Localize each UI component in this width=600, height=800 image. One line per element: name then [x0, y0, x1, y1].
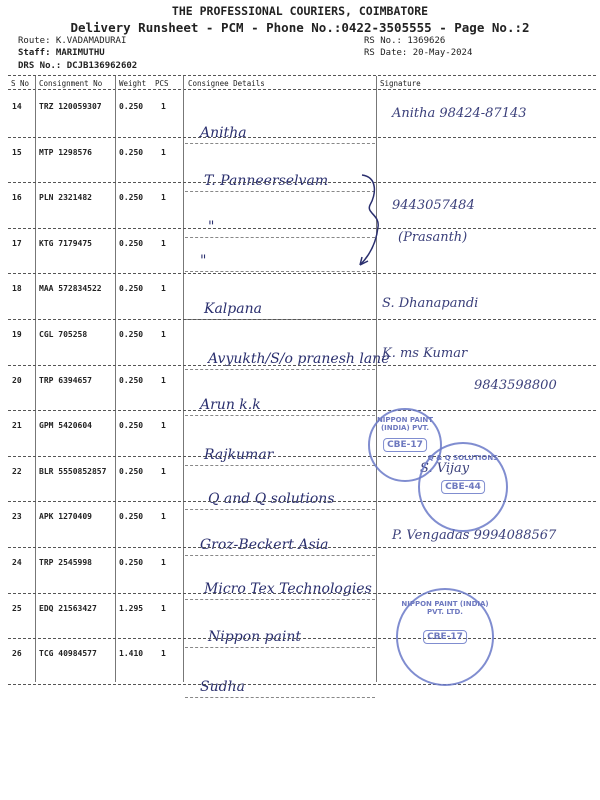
row-separator: [8, 319, 596, 320]
row-separator: [8, 228, 596, 229]
row-separator: [8, 456, 596, 457]
weight-value: 0.250: [119, 330, 144, 339]
consignment-number: GPM 5420604: [39, 421, 92, 431]
consignee-line: [185, 555, 375, 556]
consignee-line: [185, 697, 375, 698]
consignment-number: BLR 5550852857: [39, 466, 107, 476]
recipient-signature: (Prasanth): [398, 230, 468, 245]
consignee-name: Rajkumar: [204, 447, 274, 463]
consignment-number: EDQ 21563427: [39, 603, 97, 613]
row-separator: [8, 410, 596, 411]
consignee-name: ": [208, 219, 215, 235]
recipient-signature: P. Vengadas 9994088567: [392, 528, 557, 543]
recipient-signature: 9843598800: [474, 378, 557, 393]
header-bottom-rule: [8, 89, 596, 90]
rs-date: RS Date: 20-May-2024: [364, 48, 473, 58]
consignee-name: ": [200, 253, 207, 269]
col-divider: [183, 76, 184, 682]
recipient-signature: S. Dhanapandi: [382, 296, 479, 311]
consignee-name: Micro Tex Technologies: [204, 581, 372, 597]
serial-number: 16: [12, 193, 22, 203]
consignment-number: TCG 40984577: [39, 649, 97, 659]
weight-value: 0.250: [119, 512, 144, 522]
serial-number: 19: [12, 330, 22, 339]
pieces-count: 1: [161, 102, 166, 111]
col-divider: [35, 76, 36, 682]
consignment-number: KTG 7179475: [39, 238, 92, 248]
consignment-number: CGL 705258: [39, 330, 88, 339]
pieces-count: 1: [161, 147, 166, 157]
staff: Staff: MARIMUTHU: [18, 48, 105, 58]
recipient-signature: S. Vijay: [420, 461, 470, 476]
consignee-name: Anitha: [200, 125, 247, 141]
serial-number: 21: [12, 421, 22, 431]
weight-value: 0.250: [119, 284, 144, 294]
bracket-scribble: [340, 165, 400, 285]
serial-number: 23: [12, 512, 22, 522]
weight-value: 0.250: [119, 147, 144, 157]
consignee-line: [185, 599, 375, 600]
consignee-name: Avyukth/S/o pranesh lane: [208, 351, 390, 367]
stamp-centre-text: CBE-17: [383, 438, 427, 452]
company-stamp: [418, 442, 508, 532]
drs-number: DRS No.: DCJB136962602: [18, 61, 138, 71]
consignee-line: [185, 415, 375, 416]
consignee-line: [185, 509, 375, 510]
weight-value: 0.250: [119, 238, 144, 248]
pieces-count: 1: [161, 330, 166, 339]
recipient-signature: K. ms Kumar: [382, 346, 468, 361]
row-separator: [8, 684, 596, 685]
pieces-count: 1: [161, 421, 166, 431]
pieces-count: 1: [161, 512, 166, 522]
serial-number: 20: [12, 375, 22, 385]
row-separator: [8, 273, 596, 274]
consignment-number: APK 1270409: [39, 512, 92, 522]
consignee-line: [185, 143, 375, 144]
pieces-count: 1: [161, 466, 166, 476]
consignee-line: [185, 647, 375, 648]
consignment-number: TRP 2545998: [39, 558, 92, 567]
row-separator: [8, 593, 596, 594]
company-stamp: [396, 588, 494, 686]
recipient-signature: 9443057484: [392, 198, 475, 213]
weight-value: 0.250: [119, 102, 144, 111]
pieces-count: 1: [161, 603, 166, 613]
header-consignment: Consignment No: [39, 79, 103, 88]
weight-value: 0.250: [119, 421, 144, 431]
header-consignee: Consignee Details: [188, 79, 265, 88]
header-signature: Signature: [380, 79, 421, 88]
stamp-centre-text: CBE-17: [423, 630, 467, 644]
runsheet-title: Delivery Runsheet - PCM - Phone No.:0422-3505555 - Page No.:2: [70, 20, 530, 35]
consignment-number: MTP 1298576: [39, 147, 92, 157]
stamp-ring-text: NIPPON PAINT (INDIA) PVT.: [376, 416, 434, 432]
consignee-name: Groz-Beckert Asia: [200, 537, 329, 553]
pieces-count: 1: [161, 193, 166, 203]
stamp-centre-text: CBE-44: [441, 480, 485, 494]
serial-number: 14: [12, 102, 22, 111]
consignee-name: Kalpana: [204, 301, 262, 317]
header-weight: Weight: [119, 79, 147, 88]
pieces-count: 1: [161, 649, 166, 659]
table-top-rule: [8, 75, 596, 76]
consignment-number: PLN 2321482: [39, 193, 92, 203]
recipient-signature: Anitha 98424-87143: [392, 106, 527, 121]
pieces-count: 1: [161, 238, 166, 248]
serial-number: 18: [12, 284, 22, 294]
serial-number: 15: [12, 147, 22, 157]
consignment-number: TRP 6394657: [39, 375, 92, 385]
serial-number: 24: [12, 558, 22, 567]
weight-value: 0.250: [119, 558, 144, 567]
row-separator: [8, 501, 596, 502]
pieces-count: 1: [161, 375, 166, 385]
consignee-name: Nippon paint: [208, 629, 301, 645]
weight-value: 1.295: [119, 603, 144, 613]
consignee-line: [185, 465, 375, 466]
weight-value: 0.250: [119, 375, 144, 385]
stamp-ring-text: NIPPON PAINT (INDIA) PVT. LTD.: [401, 600, 489, 616]
serial-number: 22: [12, 466, 22, 476]
rs-number: RS No.: 1369626: [364, 36, 446, 46]
consignee-name: Q and Q solutions: [208, 491, 335, 507]
serial-number: 17: [12, 238, 22, 248]
row-separator: [8, 137, 596, 138]
consignee-name: T. Panneerselvam: [204, 173, 329, 189]
company-name: THE PROFESSIONAL COURIERS, COIMBATORE: [171, 4, 429, 18]
consignee-name: Sudha: [200, 679, 245, 695]
pieces-count: 1: [161, 558, 166, 567]
header-sno: S No: [11, 79, 30, 88]
row-separator: [8, 638, 596, 639]
consignment-number: MAA 572834522: [39, 284, 102, 294]
consignment-number: TRZ 120059307: [39, 102, 102, 111]
consignee-name: Arun k.k: [200, 397, 261, 413]
serial-number: 26: [12, 649, 22, 659]
weight-value: 1.410: [119, 649, 144, 659]
row-separator: [8, 182, 596, 183]
weight-value: 0.250: [119, 466, 144, 476]
weight-value: 0.250: [119, 193, 144, 203]
row-separator: [8, 365, 596, 366]
consignee-line: [185, 369, 375, 370]
stamp-ring-text: Q & Q SOLUTIONS: [427, 454, 499, 462]
row-separator: [8, 547, 596, 548]
header-pcs: PCS: [155, 79, 169, 88]
serial-number: 25: [12, 603, 22, 613]
col-divider: [115, 76, 116, 682]
pieces-count: 1: [161, 284, 166, 294]
route: Route: K.VADAMADURAI: [18, 36, 127, 46]
